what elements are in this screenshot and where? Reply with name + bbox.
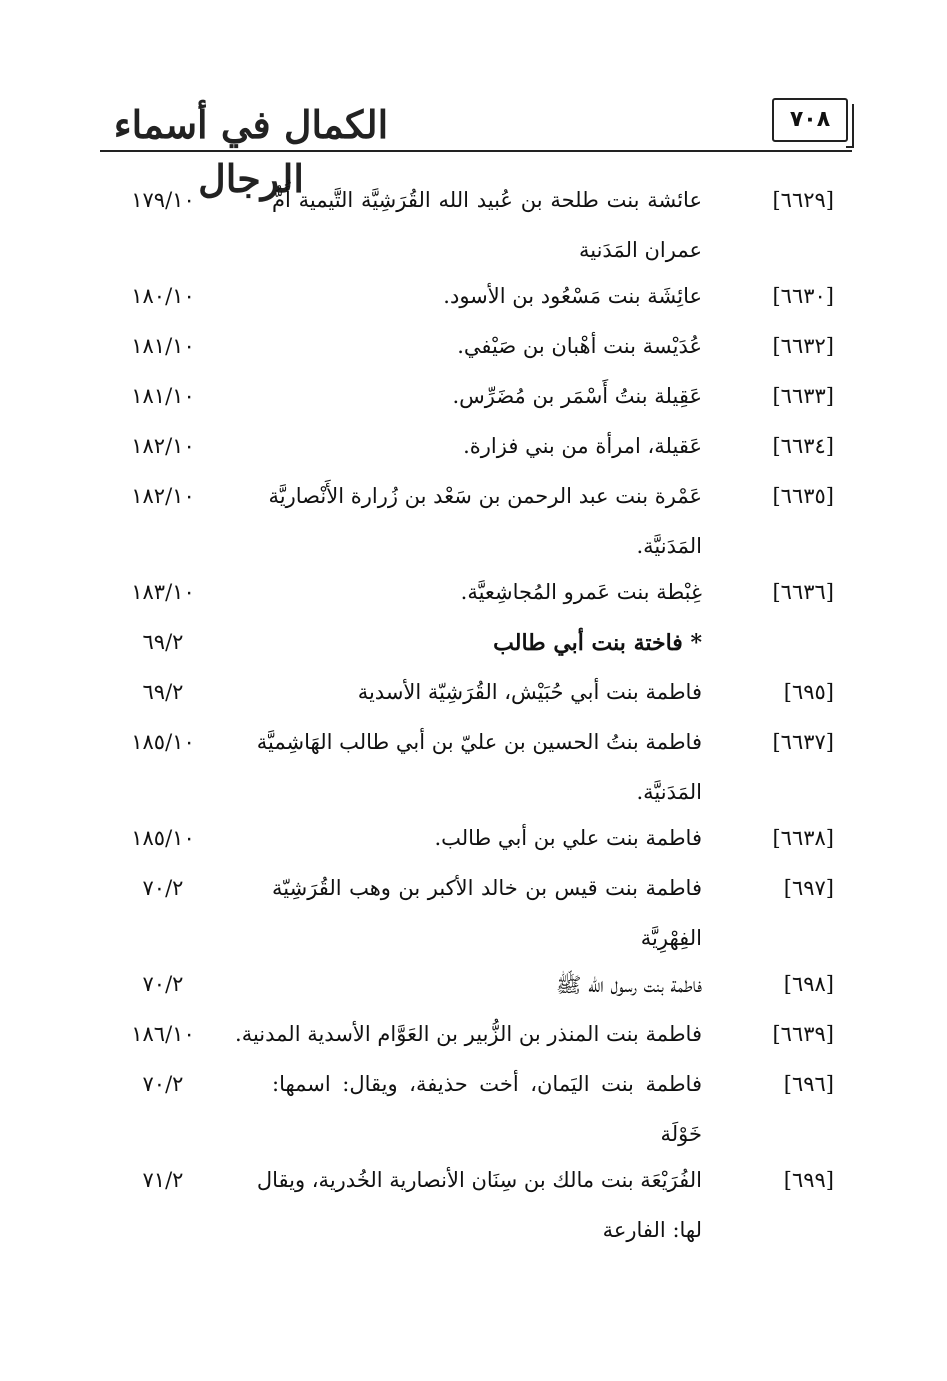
entry-row (100, 274, 852, 324)
entry-number: [٦٦٣٩] (772, 1022, 834, 1046)
entry-reference: ٧٠/٢ (142, 876, 184, 900)
entry-continuation (100, 916, 852, 962)
entry-text: عُدَيْسة بنت أهْبان بن صَيْفي. (457, 334, 702, 358)
entry-number: [٦٦٢٩] (772, 188, 834, 212)
entry-text: الفِهْرِيَّة (640, 926, 702, 950)
entry-reference: ٦٩/٢ (142, 680, 184, 704)
entry-reference: ١٨١/١٠ (131, 384, 195, 408)
entry-row (100, 670, 852, 720)
entry-reference: ٦٩/٢ (142, 630, 184, 654)
header-rule (100, 150, 852, 152)
entry-row (100, 962, 852, 1012)
entry-row (100, 570, 852, 620)
entry-reference: ١٨٥/١٠ (131, 730, 195, 754)
entry-text: فاطمة بنت قيس بن خالد الأكبر بن وهب القُرَشِيّة (272, 876, 702, 900)
entry-number: [٦٦٣٤] (772, 434, 834, 458)
entry-text: فاطمة بنت اليَمان، أخت حذيفة، ويقال: اسمها: (272, 1072, 702, 1096)
entry-row (100, 324, 852, 374)
entry-text: فاطمة بنت رسول الله ﷺ (556, 973, 702, 997)
entry-number: [٦٦٣٦] (772, 580, 834, 604)
page-number: ٧٠٨ (772, 98, 848, 142)
entry-row (100, 374, 852, 424)
entry-reference: ٧١/٢ (142, 1168, 184, 1192)
entry-text: فاطمة بنت علي بن أبي طالب. (434, 826, 702, 850)
entry-reference: ١٨٢/١٠ (131, 484, 195, 508)
entry-row (100, 424, 852, 474)
entry-number: [٦٦٣٣] (772, 384, 834, 408)
entry-row (100, 720, 852, 770)
entry-continuation (100, 228, 852, 274)
entry-reference: ٧٠/٢ (142, 972, 184, 996)
entry-row (100, 816, 852, 866)
entry-reference: ١٨٦/١٠ (131, 1022, 195, 1046)
entry-text: خَوْلَة (660, 1122, 702, 1146)
entry-text: فاطمة بنت أبي حُبَيْش، القُرَشِيّة الأسدية (357, 680, 702, 704)
entry-number: [٦٦٣٨] (772, 826, 834, 850)
entry-text: عائشة بنت طلحة بن عُبيد الله القُرَشِيَّة التَّيمية أُمُّ (272, 188, 702, 212)
entry-row (100, 1158, 852, 1208)
entry-number: [٦٩٥] (783, 680, 834, 704)
entry-continuation (100, 1208, 852, 1254)
entry-text: المَدَنيَّة. (636, 780, 702, 804)
book-title: الكمال في أسماء الرجال (113, 102, 389, 201)
entry-row (100, 1062, 852, 1112)
entry-text: المَدَنيَّة. (636, 534, 702, 558)
entry-row (100, 1012, 852, 1062)
entry-continuation (100, 524, 852, 570)
entry-text: غِبْطة بنت عَمرو المُجاشِعيَّة. (460, 580, 702, 604)
entry-row (100, 474, 852, 524)
entry-row (100, 866, 852, 916)
entry-number: [٦٩٩] (783, 1168, 834, 1192)
entry-list (100, 178, 852, 1254)
entry-number: [٦٦٣٠] (772, 284, 834, 308)
entry-reference: ١٨١/١٠ (131, 334, 195, 358)
entry-reference: ١٨٢/١٠ (131, 434, 195, 458)
entry-continuation (100, 770, 852, 816)
entry-text: عَقيلة، امرأة من بني فزارة. (463, 434, 702, 458)
entry-reference: ١٨٥/١٠ (131, 826, 195, 850)
entry-number: [٦٩٧] (783, 876, 834, 900)
entry-text: الفُرَيْعَة بنت مالك بن سِنَان الأنصارية الخُدرية، ويقال (256, 1168, 702, 1192)
entry-number: [٦٩٨] (783, 972, 834, 996)
entry-reference: ١٨٣/١٠ (131, 580, 195, 604)
entry-number: [٦٦٣٢] (772, 334, 834, 358)
entry-text: فاطمة بنتُ الحسين بن عليّ بن أبي طالب الهَاشِميَّة (256, 730, 702, 754)
entry-text: فاطمة بنت المنذر بن الزُّبير بن العَوَّام الأسدية المدنية. (235, 1022, 702, 1046)
entry-reference: ١٧٩/١٠ (131, 188, 195, 212)
entry-number: [٦٦٣٥] (772, 484, 834, 508)
entry-number: [٦٦٣٧] (772, 730, 834, 754)
entry-row (100, 620, 852, 670)
entry-reference: ١٨٠/١٠ (131, 284, 195, 308)
entry-number: [٦٩٦] (783, 1072, 834, 1096)
entry-text: لها: الفارعة (602, 1218, 702, 1242)
entry-text: عائِشَة بنت مَسْعُود بن الأسود. (443, 284, 702, 308)
entry-text: عَقِيلة بنتُ أَسْمَر بن مُضَرِّس. (452, 384, 702, 408)
entry-row (100, 178, 852, 228)
entry-text: عَمْرة بنت عبد الرحمن بن سَعْد بن زُرارة الأَنْصاريَّة (268, 484, 702, 508)
entry-text: عمران المَدَنية (578, 238, 702, 262)
entry-text: * فاختة بنت أبي طالب (493, 630, 702, 656)
entry-reference: ٧٠/٢ (142, 1072, 184, 1096)
entry-continuation (100, 1112, 852, 1158)
